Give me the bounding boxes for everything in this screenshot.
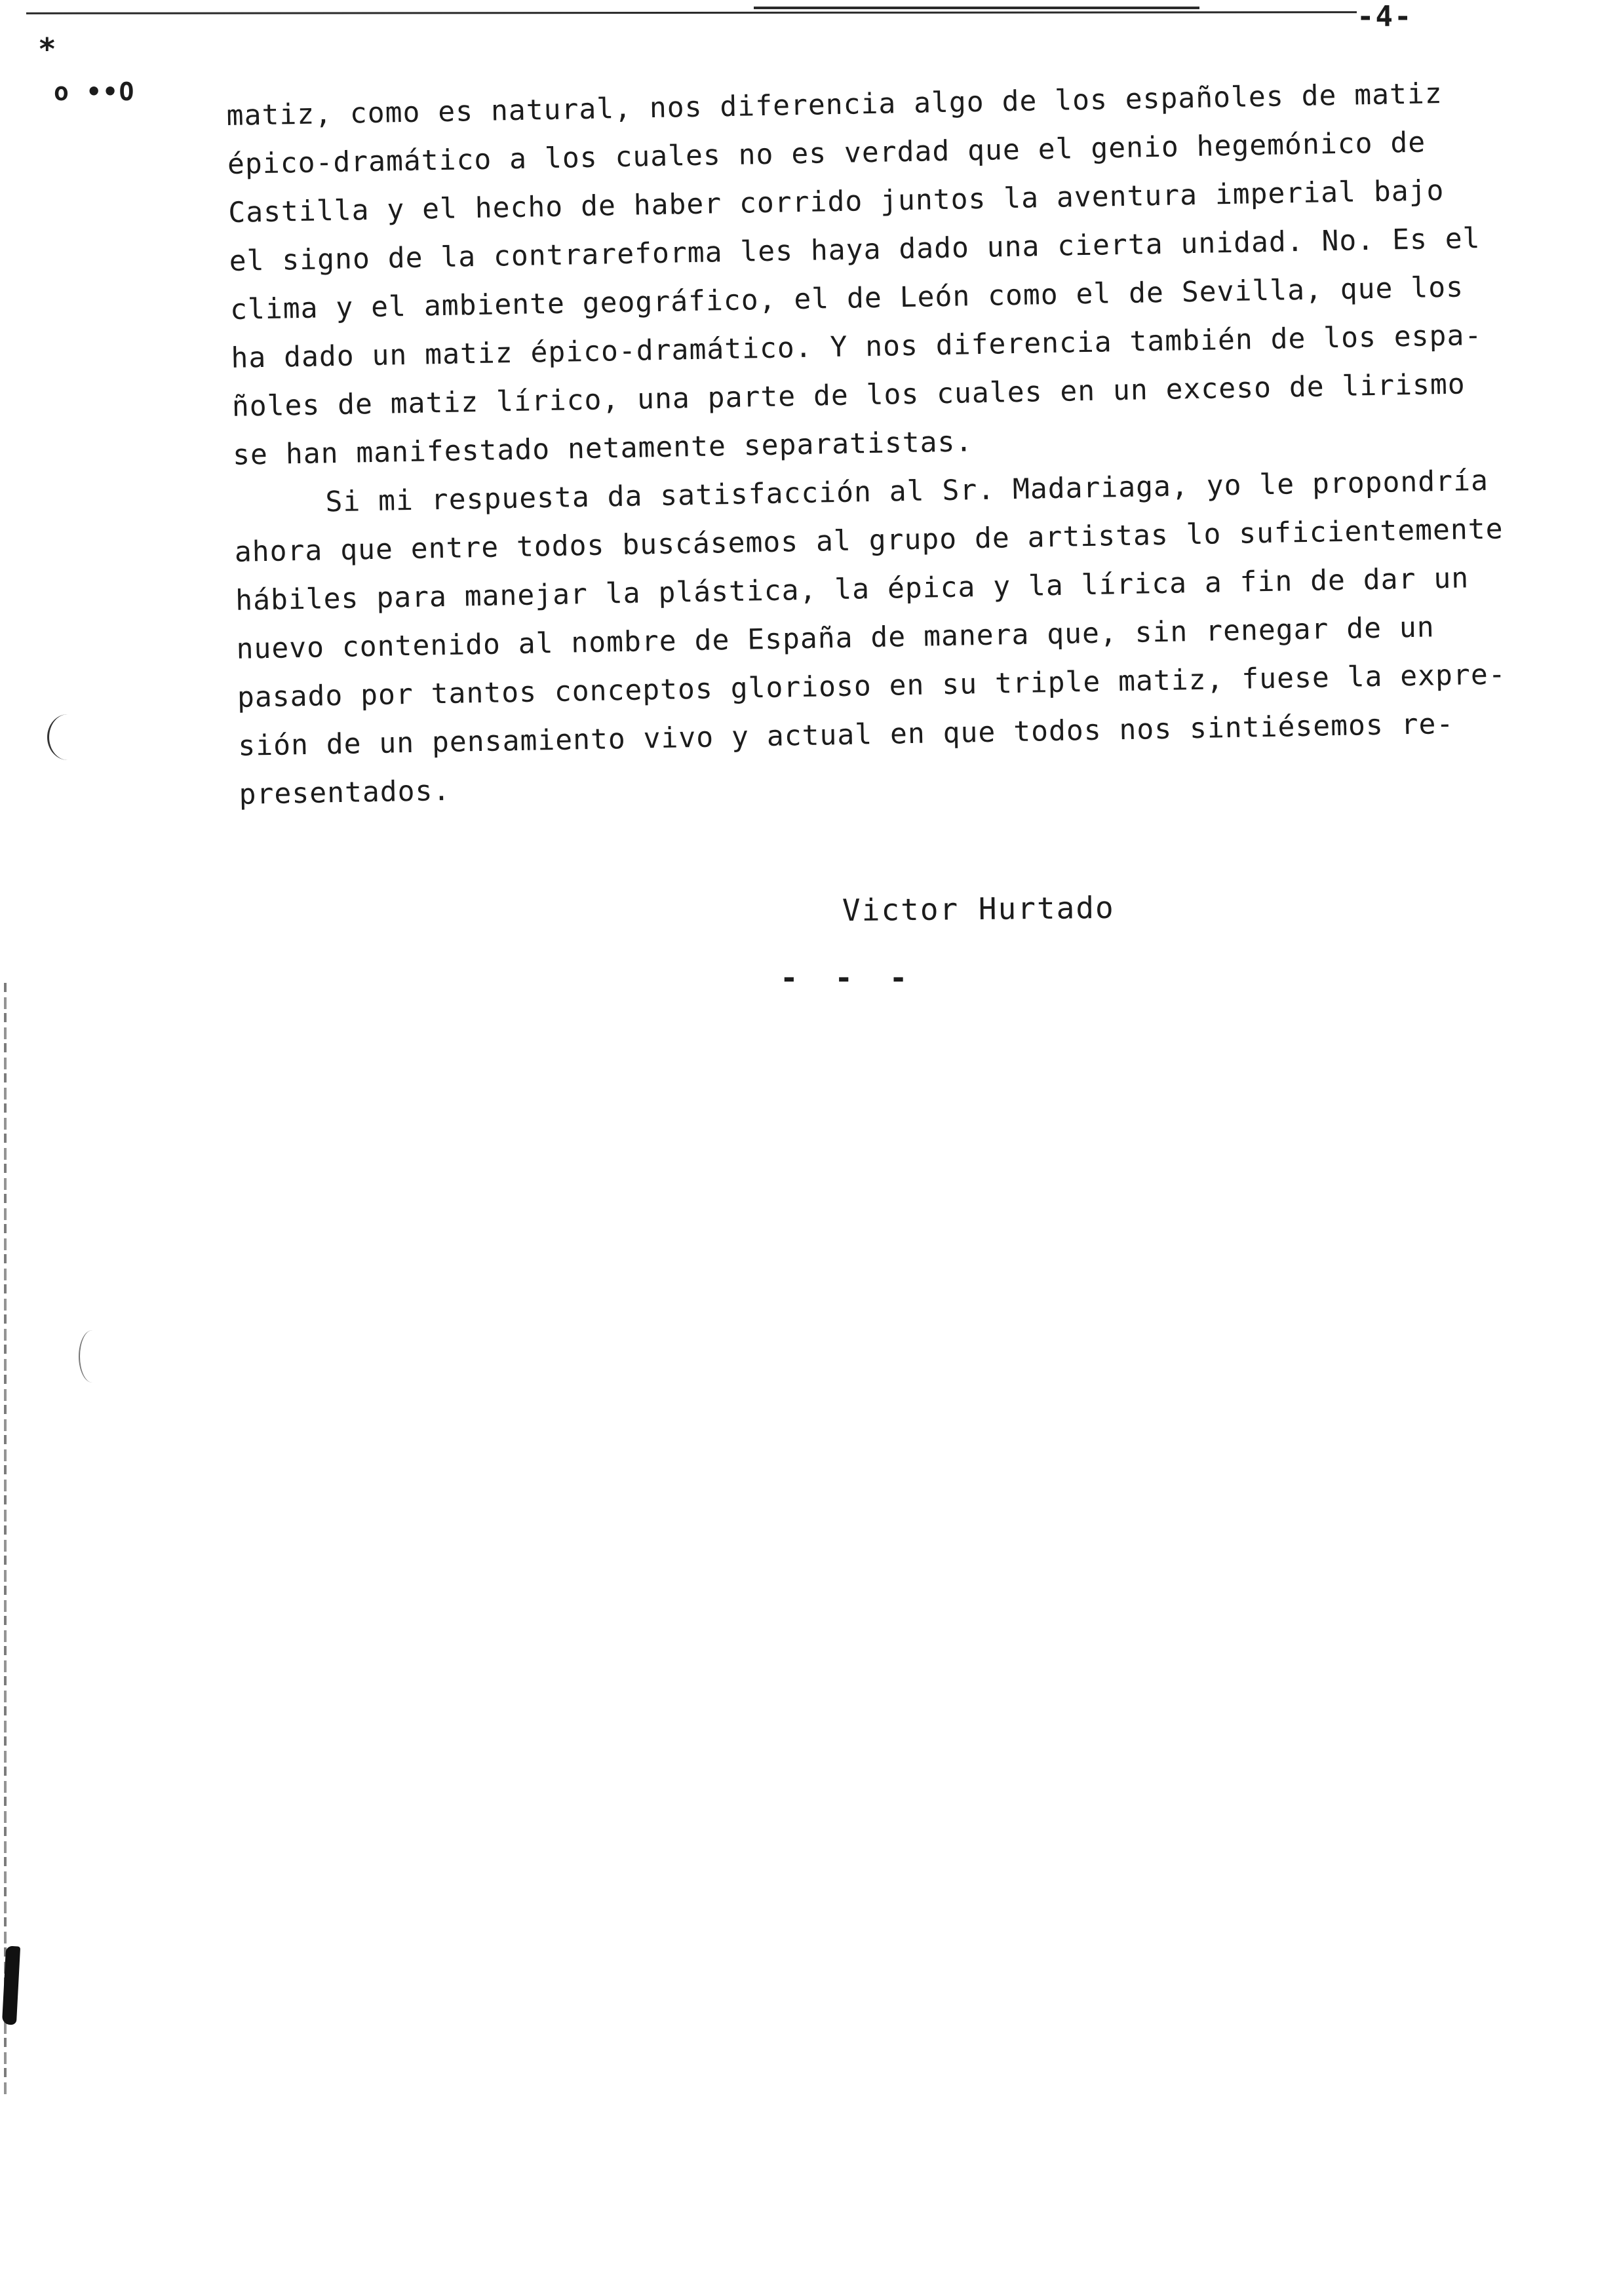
top-rule xyxy=(26,11,1357,14)
text-line: ahora que entre todos buscásemos al grupo de artistas lo suficientemente xyxy=(234,512,1504,569)
scan-edge-line xyxy=(4,983,7,2097)
signature: Victor Hurtado xyxy=(842,889,1116,928)
end-mark: - - - xyxy=(780,960,917,995)
text-line: ñoles de matiz lírico, una parte de los cuales en un exceso de lirismo xyxy=(231,368,1466,423)
text-line: clima y el ambiente geográfico, el de León como el de Sevilla, que los xyxy=(229,271,1464,326)
text-line: sión de un pensamiento vivo y actual en que todos nos sintiésemos re- xyxy=(237,707,1454,763)
body-text xyxy=(226,68,1537,819)
text-line: el signo de la contrareforma les haya dado una cierta unidad. No. Es el xyxy=(229,221,1481,278)
text-line: presentados. xyxy=(239,774,451,811)
text-line: hábiles para manejar la plástica, la épica y la lírica a fin de dar un xyxy=(235,562,1469,617)
text-line: épico-dramático a los cuales no es verdad que el genio hegemónico de xyxy=(227,126,1426,181)
text-line: nuevo contenido al nombre de España de manera que, sin renegar de un xyxy=(236,611,1435,666)
corner-dots-mark: o ••O xyxy=(54,77,136,106)
corner-star-mark: * xyxy=(38,31,56,67)
paragraph-1 xyxy=(226,68,1531,480)
paragraph-2 xyxy=(233,456,1537,819)
text-line: matiz, como es natural, nos diferencia algo de los españoles de matiz xyxy=(226,77,1443,132)
text-line: Si mi respuesta da satisfacción al Sr. Madariaga, yo le propondría xyxy=(325,464,1489,519)
page-number: -4- xyxy=(1357,0,1413,33)
text-line: pasado por tantos conceptos glorioso en su triple matiz, fuese la expre- xyxy=(237,658,1507,714)
text-line: Castilla y el hecho de haber corrido juntos la aventura imperial bajo xyxy=(227,174,1445,229)
text-line: se han manifestado netamente separatistas. xyxy=(232,425,973,472)
text-line: ha dado un matiz épico-dramático. Y nos diferencia también de los espa- xyxy=(231,318,1483,375)
top-rule-thick xyxy=(754,7,1199,9)
punch-hole-mark-small xyxy=(79,1330,106,1383)
punch-hole-mark xyxy=(47,714,88,760)
